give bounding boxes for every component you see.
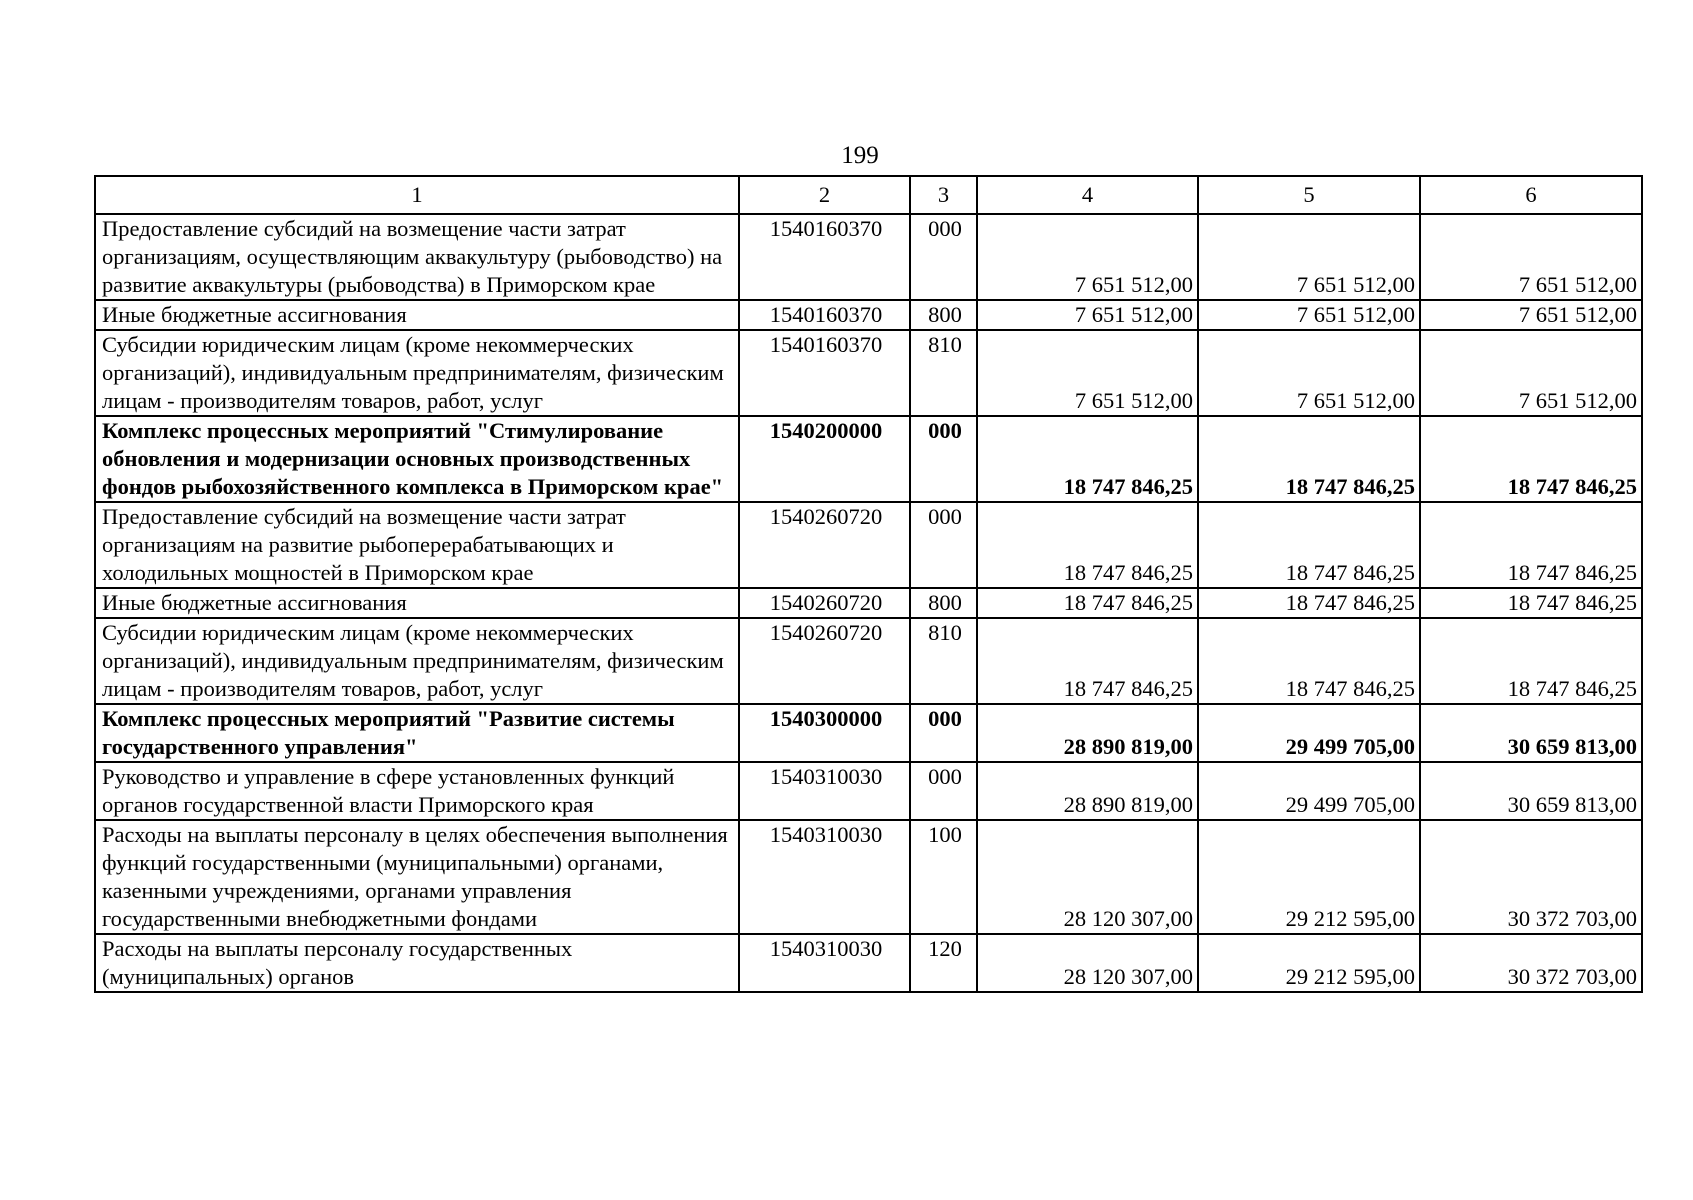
- row-name: Иные бюджетные ассигнования: [95, 300, 739, 330]
- row-name: Комплекс процессных мероприятий "Развитие системы государственного управления": [95, 704, 739, 762]
- row-value-5: 29 499 705,00: [1198, 762, 1420, 820]
- row-type: 000: [910, 416, 977, 502]
- row-code: 1540300000: [739, 704, 910, 762]
- table-row: [95, 618, 1642, 704]
- table-row: [95, 416, 1642, 502]
- row-type: 800: [910, 588, 977, 618]
- table-row: [95, 762, 1642, 820]
- row-value-6: 30 372 703,00: [1420, 934, 1642, 992]
- row-type: 120: [910, 934, 977, 992]
- header-cell-5: 5: [1198, 176, 1420, 214]
- row-value-5: 18 747 846,25: [1198, 416, 1420, 502]
- header-cell-2: 2: [739, 176, 910, 214]
- row-code: 1540160370: [739, 300, 910, 330]
- row-value-5: 7 651 512,00: [1198, 214, 1420, 300]
- row-value-4: 28 120 307,00: [977, 820, 1198, 934]
- row-value-4: 7 651 512,00: [977, 300, 1198, 330]
- row-type: 000: [910, 762, 977, 820]
- row-code: 1540310030: [739, 762, 910, 820]
- row-value-6: 18 747 846,25: [1420, 588, 1642, 618]
- row-value-6: 18 747 846,25: [1420, 502, 1642, 588]
- table-row: [95, 820, 1642, 934]
- budget-table: [94, 175, 1643, 993]
- row-value-5: 7 651 512,00: [1198, 330, 1420, 416]
- table-row: [95, 588, 1642, 618]
- row-type: 810: [910, 330, 977, 416]
- row-code: 1540200000: [739, 416, 910, 502]
- row-name: Субсидии юридическим лицам (кроме некоммерческих организаций), индивидуальным предпринимателям, физическим лицам - производителям товаров, работ, услуг: [95, 618, 739, 704]
- row-code: 1540310030: [739, 820, 910, 934]
- table-row: [95, 704, 1642, 762]
- row-value-5: 18 747 846,25: [1198, 502, 1420, 588]
- row-name: Комплекс процессных мероприятий "Стимулирование обновления и модернизации основных производственных фондов рыбохозяйственного комплекса в Приморском крае": [95, 416, 739, 502]
- header-row: [95, 176, 1642, 214]
- row-value-5: 18 747 846,25: [1198, 588, 1420, 618]
- row-value-5: 29 212 595,00: [1198, 934, 1420, 992]
- row-value-6: 30 659 813,00: [1420, 704, 1642, 762]
- row-value-6: 7 651 512,00: [1420, 214, 1642, 300]
- row-code: 1540310030: [739, 934, 910, 992]
- row-type: 810: [910, 618, 977, 704]
- table-row: [95, 330, 1642, 416]
- page-number: 199: [841, 142, 879, 169]
- row-name: Иные бюджетные ассигнования: [95, 588, 739, 618]
- header-cell-4: 4: [977, 176, 1198, 214]
- row-value-6: 7 651 512,00: [1420, 300, 1642, 330]
- row-type: 000: [910, 214, 977, 300]
- row-name: Предоставление субсидий на возмещение части затрат организациям, осуществляющим аквакультуру (рыбоводство) на развитие аквакультуры (рыбоводства) в Приморском крае: [95, 214, 739, 300]
- row-value-4: 28 890 819,00: [977, 762, 1198, 820]
- row-name: Предоставление субсидий на возмещение части затрат организациям на развитие рыбоперерабатывающих и холодильных мощностей в Приморском крае: [95, 502, 739, 588]
- row-value-6: 30 372 703,00: [1420, 820, 1642, 934]
- row-code: 1540160370: [739, 330, 910, 416]
- row-type: 100: [910, 820, 977, 934]
- row-value-5: 18 747 846,25: [1198, 618, 1420, 704]
- table-row: [95, 502, 1642, 588]
- row-value-6: 18 747 846,25: [1420, 416, 1642, 502]
- row-name: Руководство и управление в сфере установленных функций органов государственной власти Приморского края: [95, 762, 739, 820]
- header-cell-3: 3: [910, 176, 977, 214]
- row-value-4: 28 890 819,00: [977, 704, 1198, 762]
- row-value-6: 18 747 846,25: [1420, 618, 1642, 704]
- row-name: Расходы на выплаты персоналу в целях обеспечения выполнения функций государственными (муниципальными) органами, казенными учреждениями, органами управления государственными внебюджетными фондами: [95, 820, 739, 934]
- row-value-5: 7 651 512,00: [1198, 300, 1420, 330]
- row-value-4: 28 120 307,00: [977, 934, 1198, 992]
- row-value-6: 30 659 813,00: [1420, 762, 1642, 820]
- table-row: [95, 214, 1642, 300]
- row-value-5: 29 499 705,00: [1198, 704, 1420, 762]
- header-cell-6: 6: [1420, 176, 1642, 214]
- row-code: 1540260720: [739, 502, 910, 588]
- row-code: 1540160370: [739, 214, 910, 300]
- row-value-4: 7 651 512,00: [977, 330, 1198, 416]
- row-value-4: 18 747 846,25: [977, 502, 1198, 588]
- row-type: 800: [910, 300, 977, 330]
- row-value-4: 18 747 846,25: [977, 416, 1198, 502]
- row-type: 000: [910, 502, 977, 588]
- row-value-4: 18 747 846,25: [977, 588, 1198, 618]
- row-name: Расходы на выплаты персоналу государственных (муниципальных) органов: [95, 934, 739, 992]
- row-type: 000: [910, 704, 977, 762]
- row-code: 1540260720: [739, 588, 910, 618]
- row-value-4: 7 651 512,00: [977, 214, 1198, 300]
- table-row: [95, 934, 1642, 992]
- row-value-5: 29 212 595,00: [1198, 820, 1420, 934]
- row-value-4: 18 747 846,25: [977, 618, 1198, 704]
- header-cell-1: 1: [95, 176, 739, 214]
- row-name: Субсидии юридическим лицам (кроме некоммерческих организаций), индивидуальным предпринимателям, физическим лицам - производителям товаров, работ, услуг: [95, 330, 739, 416]
- row-value-6: 7 651 512,00: [1420, 330, 1642, 416]
- table-row: [95, 300, 1642, 330]
- row-code: 1540260720: [739, 618, 910, 704]
